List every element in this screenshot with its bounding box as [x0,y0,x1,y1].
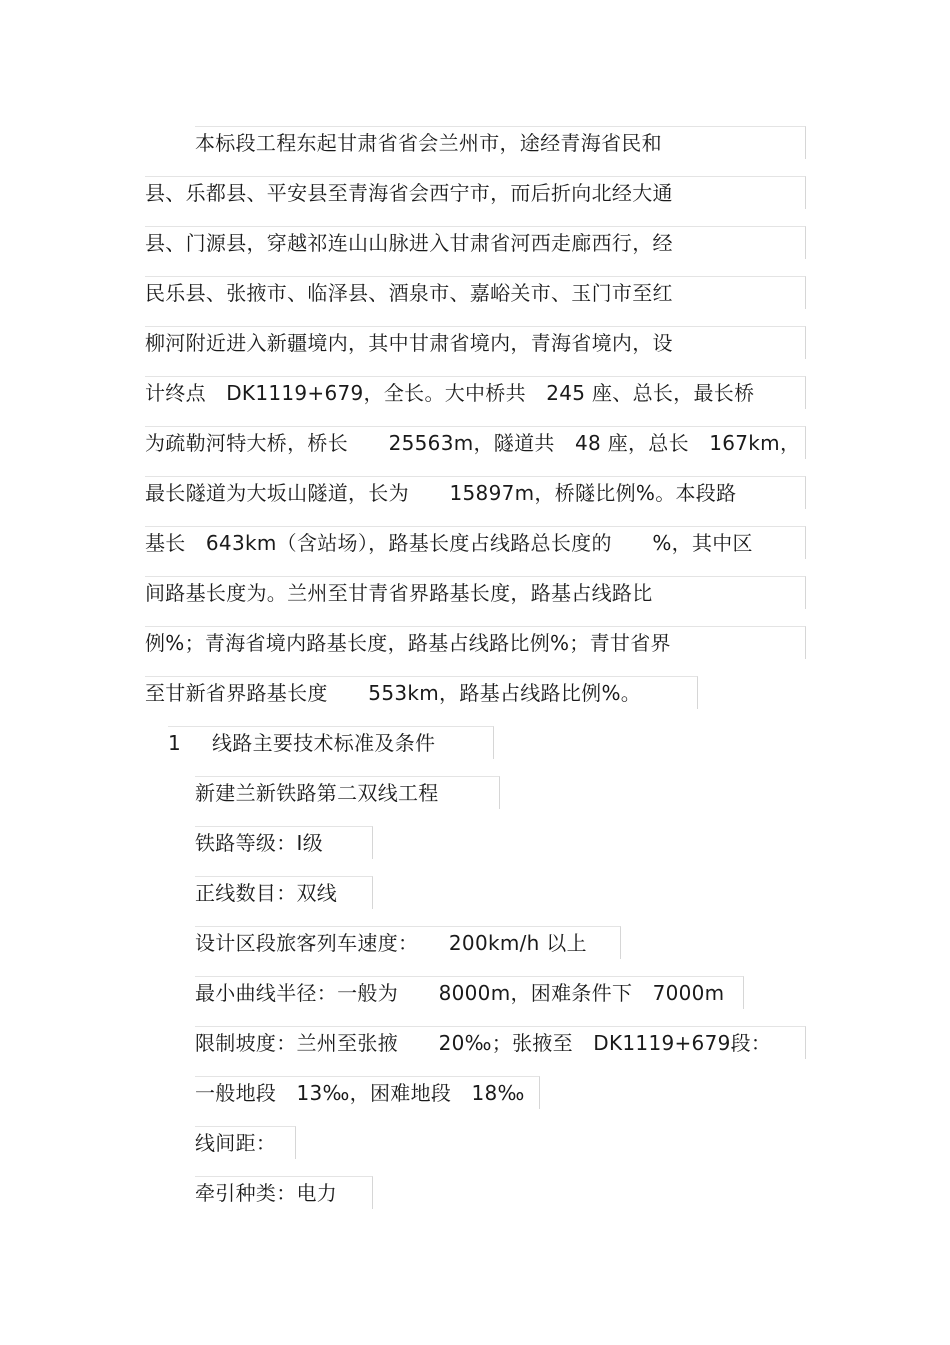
paragraph-line: 间路基长度为。兰州至甘青省界路基长度，路基占线路比 [145,576,806,609]
section-heading [168,726,494,759]
paragraph-line: 例%；青海省境内路基长度，路基占线路比例%；青甘省界 [145,626,806,659]
paragraph-line: 本标段工程东起甘肃省省会兰州市，途经青海省民和 [195,126,806,159]
paragraph-line: 县、乐都县、平安县至青海省会西宁市，而后折向北经大通 [145,176,806,209]
spec-line: 铁路等级：Ⅰ级 [195,826,373,859]
section-number: 1 [168,731,182,755]
paragraph-line: 民乐县、张掖市、临泽县、酒泉市、嘉峪关市、玉门市至红 [145,276,806,309]
spec-line: 新建兰新铁路第二双线工程 [195,776,500,809]
paragraph-line: 至甘新省界路基长度 553km，路基占线路比例%。 [145,676,698,709]
paragraph-line: 柳河附近进入新疆境内，其中甘肃省境内，青海省境内，设 [145,326,806,359]
spec-line: 设计区段旅客列车速度： 200km/h 以上 [195,926,621,959]
spec-line: 一般地段 13‰，困难地段 18‰ [195,1076,540,1109]
paragraph-line: 计终点 DK1119+679，全长。大中桥共 245 座、总长，最长桥 [145,376,806,409]
paragraph-line: 最长隧道为大坂山隧道，长为 15897m，桥隧比例%。本段路 [145,476,806,509]
spec-line: 正线数目：双线 [195,876,373,909]
spec-line: 牵引种类：电力 [195,1176,373,1209]
paragraph-line: 为疏勒河特大桥，桥长 25563m，隧道共 48 座，总长 167km， [145,426,806,459]
paragraph-line: 县、门源县，穿越祁连山山脉进入甘肃省河西走廊西行，经 [145,226,806,259]
spec-line: 最小曲线半径：一般为 8000m，困难条件下 7000m [195,976,744,1009]
paragraph-line: 基长 643km（含站场），路基长度占线路总长度的 %，其中区 [145,526,806,559]
section-title: 线路主要技术标准及条件 [212,731,436,755]
spec-line: 线间距： [195,1126,296,1159]
spec-line: 限制坡度：兰州至张掖 20‰；张掖至 DK1119+679段： [195,1026,806,1059]
